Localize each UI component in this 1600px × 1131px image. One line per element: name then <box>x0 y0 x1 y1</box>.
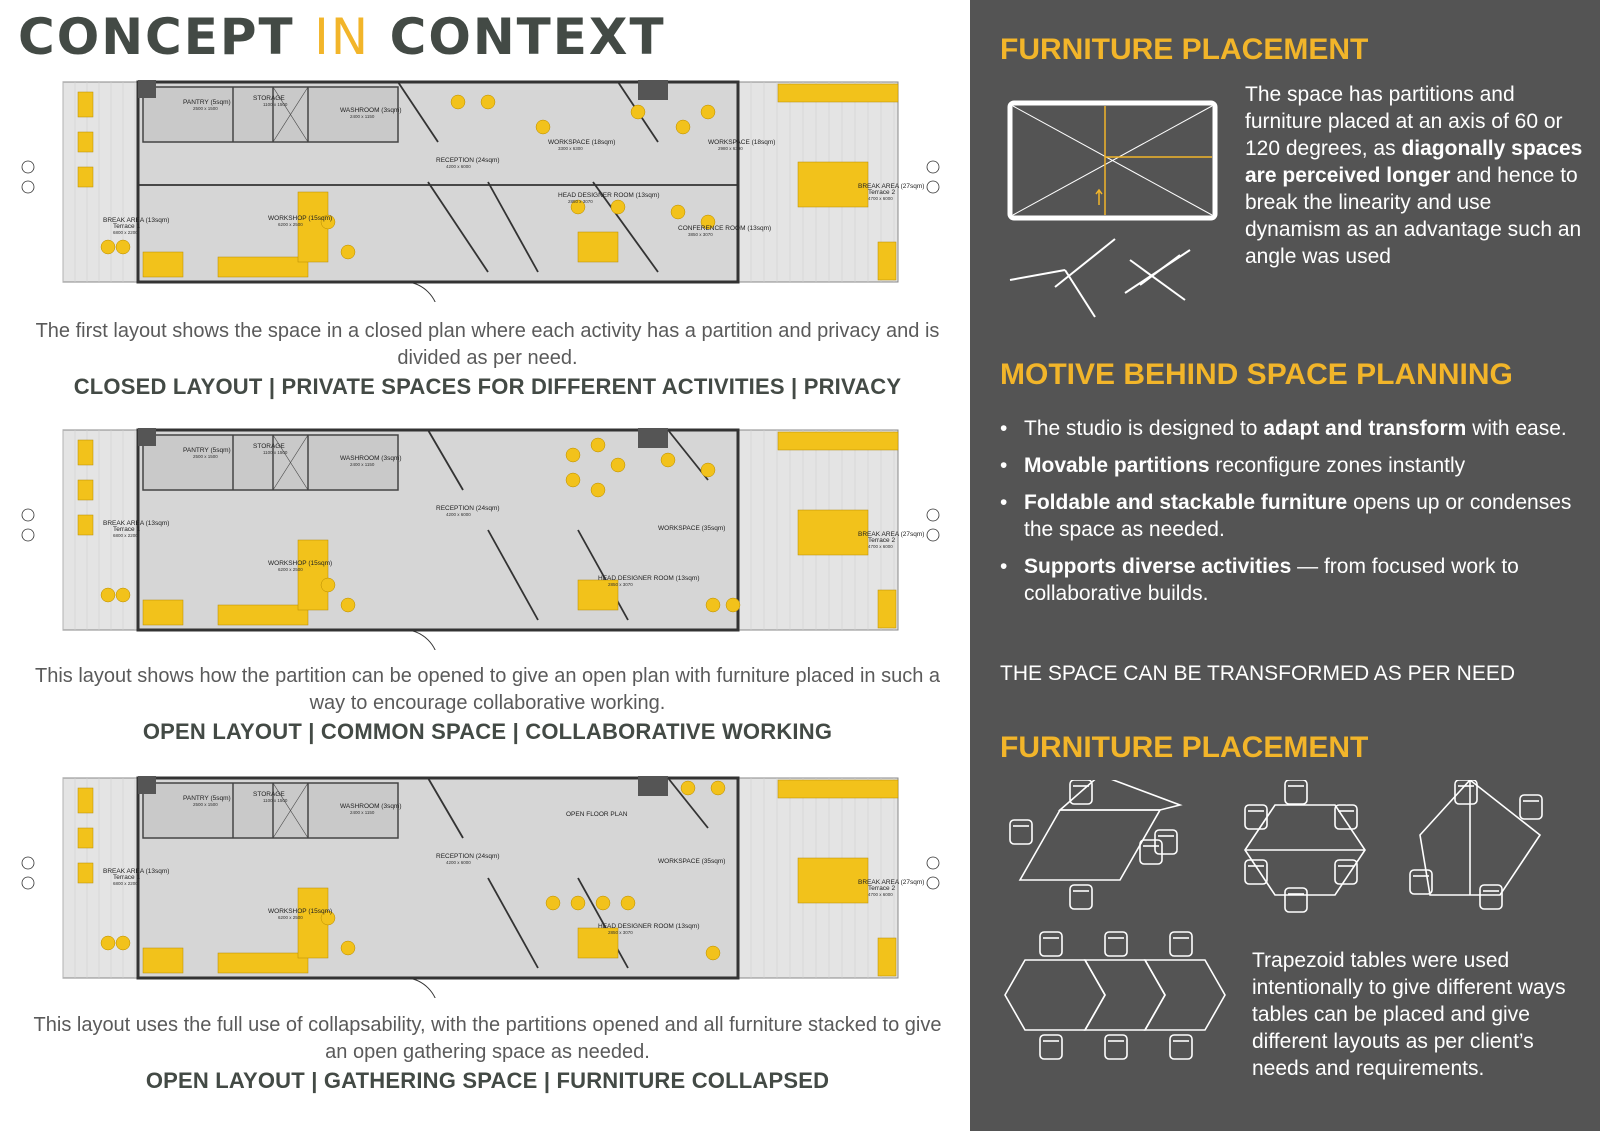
room-dimension: 6800 x 2200 <box>113 230 138 235</box>
room-label: HEAD DESIGNER ROOM (13sqm) <box>598 575 700 582</box>
furniture-block <box>218 257 308 277</box>
chair <box>671 205 685 219</box>
text-span: The studio is designed to <box>1024 417 1264 440</box>
room-dimension: 3850 x 3070 <box>688 232 713 237</box>
room-dimension: 4700 x 6000 <box>868 196 893 201</box>
furniture-block <box>298 540 328 610</box>
room-dimension: 4200 x 6000 <box>446 860 471 865</box>
room-label: STORAGE <box>253 443 285 450</box>
room-dimension: 4700 x 6000 <box>868 892 893 897</box>
room-label: STORAGE <box>253 791 285 798</box>
door-swing <box>408 630 438 650</box>
section-marker <box>22 857 34 869</box>
room-dimension: 3300 x 6300 <box>558 146 583 151</box>
layout-tagline: CLOSED LAYOUT | PRIVATE SPACES FOR DIFFERENT ACTIVITIES | PRIVACY <box>73 374 902 399</box>
text-bold: Movable partitions <box>1024 454 1210 477</box>
furniture-block <box>778 432 898 450</box>
chair-icon <box>1040 1035 1062 1059</box>
room-label: BREAK AREA (13sqm) <box>103 217 170 224</box>
room-dimension: 6200 x 2500 <box>278 567 303 572</box>
door-swing <box>408 282 438 302</box>
chair <box>596 896 610 910</box>
chair <box>116 588 130 602</box>
room-label: PANTRY (5sqm) <box>183 795 231 802</box>
chair-icon <box>1520 795 1542 819</box>
text-span: opens up or condenses the space as needed. <box>1024 491 1572 541</box>
furniture-block <box>78 92 93 117</box>
motive-list <box>1000 415 1585 617</box>
furniture-block <box>143 600 183 625</box>
chair-icon <box>1155 830 1177 854</box>
room-label: BREAK AREA (13sqm) <box>103 520 170 527</box>
chair <box>591 438 605 452</box>
furniture-block <box>143 252 183 277</box>
room-label: BREAK AREA (27sqm) <box>858 531 925 538</box>
layout-caption-3 <box>20 1012 955 1094</box>
chair-icon <box>1170 932 1192 956</box>
text-bold: Foldable and stackable furniture <box>1024 491 1348 514</box>
list-item <box>1000 553 1585 607</box>
section-marker <box>927 181 939 193</box>
trapezoid-table <box>1060 780 1180 810</box>
room-dimension: 1100 x 1500 <box>263 798 288 803</box>
room-dimension: 1100 x 1500 <box>263 102 288 107</box>
room-label: WORKSHOP (15sqm) <box>268 215 333 222</box>
chair <box>536 120 550 134</box>
door-swing <box>408 978 438 998</box>
trapezoid-table <box>1020 810 1160 880</box>
chair <box>631 105 645 119</box>
room-sub-label: Terrace 1 <box>113 223 141 230</box>
chair-icon <box>1105 1035 1127 1059</box>
room-dimension: 2850 x 3070 <box>608 582 633 587</box>
trapezoid-text: Trapezoid tables were used intentionally to give different ways tables can be placed and give different layouts as per client’s needs and requirements. <box>1252 949 1566 1080</box>
chair <box>611 200 625 214</box>
chair <box>321 578 335 592</box>
room-label: HEAD DESIGNER ROOM (13sqm) <box>558 192 660 199</box>
chair <box>706 946 720 960</box>
chair <box>701 105 715 119</box>
chair <box>341 941 355 955</box>
room-sub-label: Terrace 2 <box>868 537 896 544</box>
chair-icon <box>1170 1035 1192 1059</box>
text-span: with ease. <box>1466 417 1567 440</box>
text-span: — from focused work to collaborative builds. <box>1024 555 1519 605</box>
chair-icon <box>1285 888 1307 912</box>
chair <box>661 453 675 467</box>
room-label: WASHROOM (3sqm) <box>340 803 402 810</box>
room-label: WORKSHOP (15sqm) <box>268 560 333 567</box>
chair <box>116 936 130 950</box>
furniture-placement-heading: FURNITURE PLACEMENT <box>1000 33 1369 66</box>
room-dimension: 4200 x 6000 <box>446 512 471 517</box>
chair-icon <box>1245 805 1267 829</box>
room-dimension: 2400 x 1150 <box>350 114 375 119</box>
furniture-block <box>878 938 896 976</box>
chair <box>451 95 465 109</box>
cross-line <box>1130 260 1185 300</box>
chair <box>611 458 625 472</box>
room-label: WASHROOM (3sqm) <box>340 107 402 114</box>
chair <box>726 598 740 612</box>
layout-caption-2 <box>20 663 955 745</box>
chair <box>681 781 695 795</box>
section-marker <box>927 161 939 173</box>
chair <box>481 95 495 109</box>
furniture-block <box>78 167 93 187</box>
room-label: BREAK AREA (27sqm) <box>858 879 925 886</box>
angle-line <box>1065 270 1095 317</box>
text-bold: diagonally spaces are perceived longer <box>1245 137 1583 187</box>
room-dimension: 6200 x 2500 <box>278 915 303 920</box>
section-marker <box>22 181 34 193</box>
room-dimension: 6800 x 2200 <box>113 533 138 538</box>
chair <box>571 896 585 910</box>
chair <box>101 588 115 602</box>
chair <box>676 120 690 134</box>
room-dimension: 6800 x 2200 <box>113 881 138 886</box>
page-title <box>18 8 666 66</box>
furniture-block <box>78 480 93 500</box>
room-sub-label: Terrace 1 <box>113 526 141 533</box>
chair <box>116 240 130 254</box>
room-dimension: 2850 x 3070 <box>608 930 633 935</box>
title-part-1: CONCEPT <box>18 8 315 66</box>
title-part-2: CONTEXT <box>370 8 666 66</box>
room-dimension: 1100 x 1500 <box>263 450 288 455</box>
chair-icon <box>1070 885 1092 909</box>
room-label: WORKSPACE (18sqm) <box>708 139 776 146</box>
arrow-up-icon <box>1096 190 1102 205</box>
text-span: reconfigure zones instantly <box>1209 454 1466 477</box>
room-label: RECEPTION (24sqm) <box>436 157 500 164</box>
chair <box>591 483 605 497</box>
room-label: WORKSPACE (35sqm) <box>658 525 726 532</box>
floor-plan-drawing <box>18 420 958 650</box>
furniture-block <box>878 590 896 628</box>
room-label: HEAD DESIGNER ROOM (13sqm) <box>598 923 700 930</box>
room-label: PANTRY (5sqm) <box>183 99 231 106</box>
floor-plan-closed <box>18 72 958 302</box>
room-dimension: 2500 x 1500 <box>193 454 218 459</box>
list-item <box>1000 452 1585 479</box>
section-marker <box>927 857 939 869</box>
room-label: OPEN FLOOR PLAN <box>566 811 628 818</box>
layout-description: This layout shows how the partition can be opened to give an open plan with furniture placed in such a way to encourage collaborative working. <box>34 665 941 714</box>
section-marker <box>927 509 939 521</box>
chair <box>706 598 720 612</box>
transform-statement: THE SPACE CAN BE TRANSFORMED AS PER NEED <box>1000 662 1515 685</box>
trapezoid-row <box>1005 960 1105 1030</box>
motive-heading: MOTIVE BEHIND SPACE PLANNING <box>1000 358 1513 391</box>
room-label: CONFERENCE ROOM (13sqm) <box>678 225 772 232</box>
column <box>138 776 156 794</box>
chair <box>566 448 580 462</box>
chair <box>701 463 715 477</box>
furniture-placement-text <box>1245 81 1585 270</box>
section-marker <box>22 509 34 521</box>
layout-tagline: OPEN LAYOUT | GATHERING SPACE | FURNITURE COLLAPSED <box>145 1068 830 1093</box>
layout-description: This layout uses the full use of collapsability, with the partitions opened and all furniture stacked to give an open gathering space as needed. <box>33 1014 942 1063</box>
list-item <box>1000 415 1585 442</box>
floor-plan-drawing <box>18 768 958 998</box>
room-dimension: 4200 x 6000 <box>446 164 471 169</box>
room-label: STORAGE <box>253 95 285 102</box>
cross-line <box>1140 255 1180 285</box>
chair <box>546 896 560 910</box>
layout-tagline: OPEN LAYOUT | COMMON SPACE | COLLABORATIVE WORKING <box>142 719 833 744</box>
room-dimension: 4700 x 6000 <box>868 544 893 549</box>
furniture-block <box>78 828 93 848</box>
angle-line <box>1010 270 1065 280</box>
room-dimension: 2400 x 1150 <box>350 462 375 467</box>
chair <box>621 896 635 910</box>
chair-icon <box>1105 932 1127 956</box>
furniture-placement-heading-2: FURNITURE PLACEMENT <box>1000 731 1369 764</box>
trapezoid-row <box>1145 960 1225 1030</box>
room-dimension: 2500 x 1500 <box>193 802 218 807</box>
chair <box>101 936 115 950</box>
angle-line <box>1055 239 1115 287</box>
section-marker <box>22 877 34 889</box>
furniture-block <box>578 232 618 262</box>
chair-icon <box>1010 820 1032 844</box>
furniture-block <box>78 440 93 465</box>
room-label: WORKSPACE (18sqm) <box>548 139 616 146</box>
room-dimension: 2500 x 1500 <box>193 106 218 111</box>
chair-icon <box>1335 860 1357 884</box>
furniture-block <box>218 953 308 973</box>
chair-icon <box>1245 860 1267 884</box>
section-marker <box>22 161 34 173</box>
list-item <box>1000 489 1585 543</box>
section-marker <box>927 877 939 889</box>
room-sub-label: Terrace 1 <box>113 874 141 881</box>
chair-icon <box>1480 885 1502 909</box>
furniture-block <box>78 788 93 813</box>
room-label: BREAK AREA (27sqm) <box>858 183 925 190</box>
furniture-block <box>778 84 898 102</box>
column <box>638 428 668 448</box>
floor-plan-open <box>18 420 958 650</box>
room-label: WORKSHOP (15sqm) <box>268 908 333 915</box>
floor-plan-collapsed <box>18 768 958 998</box>
chair <box>566 473 580 487</box>
furniture-block <box>878 242 896 280</box>
triangle-table <box>1420 780 1540 895</box>
room-label: RECEPTION (24sqm) <box>436 853 500 860</box>
title-accent: IN <box>314 8 371 66</box>
chair <box>711 781 725 795</box>
diagonal-axis-diagram <box>1005 95 1225 327</box>
room-label: PANTRY (5sqm) <box>183 447 231 454</box>
furniture-block <box>78 132 93 152</box>
furniture-block <box>778 780 898 798</box>
room-label: RECEPTION (24sqm) <box>436 505 500 512</box>
chair-icon <box>1040 932 1062 956</box>
chair <box>341 598 355 612</box>
furniture-block <box>78 515 93 535</box>
room-dimension: 2400 x 1150 <box>350 810 375 815</box>
column <box>138 428 156 446</box>
text-span: The space has partitions and furniture placed at an axis of 60 or 120 degrees, as <box>1245 83 1563 160</box>
column <box>138 80 156 98</box>
text-span: and hence to break the linearity and use dynamism as an advantage such an angle was used <box>1245 164 1582 268</box>
section-marker <box>927 529 939 541</box>
room-label: WORKSPACE (35sqm) <box>658 858 726 865</box>
column <box>638 80 668 100</box>
trapezoid-row <box>1085 960 1165 1030</box>
furniture-block <box>78 863 93 883</box>
floor-plan-drawing <box>18 72 958 302</box>
room-sub-label: Terrace 2 <box>868 885 896 892</box>
chair-icon <box>1140 840 1162 864</box>
chair <box>341 245 355 259</box>
furniture-block <box>143 948 183 973</box>
column <box>638 776 668 796</box>
chair <box>101 240 115 254</box>
text-bold: adapt and transform <box>1263 417 1467 440</box>
room-label: BREAK AREA (13sqm) <box>103 868 170 875</box>
section-marker <box>22 529 34 541</box>
room-label: WASHROOM (3sqm) <box>340 455 402 462</box>
room-sub-label: Terrace 2 <box>868 189 896 196</box>
text-bold: Supports diverse activities <box>1024 555 1292 578</box>
layout-description: The first layout shows the space in a closed plan where each activity has a partition and privacy and is divided as per need. <box>35 320 940 369</box>
layout-caption-1 <box>20 318 955 400</box>
room-dimension: 2980 x 6300 <box>718 146 743 151</box>
furniture-block <box>218 605 308 625</box>
room-dimension: 2850 x 3070 <box>568 199 593 204</box>
chair-icon <box>1285 780 1307 804</box>
room-dimension: 6200 x 2500 <box>278 222 303 227</box>
